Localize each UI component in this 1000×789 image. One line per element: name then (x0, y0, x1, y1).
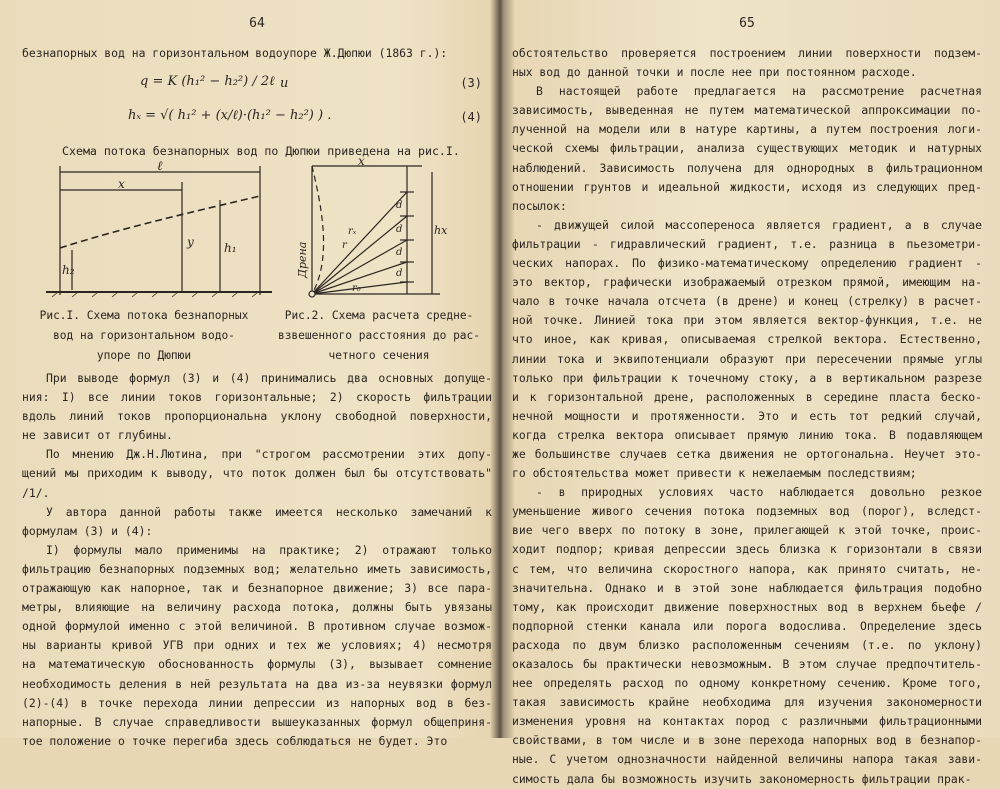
text-line: тому, как происходит движение поверхностных вод в верхнем бьефе / (512, 599, 982, 614)
text-line: нечной мощности и протяженности. Это и есть тот редкий случай, (512, 408, 982, 423)
text-line: - движущей силой массопереноса является градиент, а в случае (536, 217, 982, 232)
text-line: По мнению Дж.Н.Лютина, при "строгом рассмотрении этих допу- (46, 447, 492, 462)
label-l: ℓ (157, 159, 163, 174)
text-line: ческих напорах. По физико-математическому определению градиент - (512, 256, 982, 271)
text-line: тое положение о точке перегиба здесь соблюдаться не будет. Это (22, 733, 448, 748)
text-line: не зависит от глубины. (22, 428, 173, 443)
right-page (512, 0, 982, 786)
label-d-1: d (396, 200, 403, 211)
text-line: зависимость, выведенная не путем математической аппроксимации по- (512, 103, 982, 118)
text-line: подпорной стенки канала или порога водослива. Определение здесь (512, 618, 982, 633)
text-line: напорные. В случае справедливости вышеуказанных формул общеприня- (22, 714, 492, 729)
text-line: отражающую как напорное, так и безнапорное движение; 3) все пара- (22, 581, 492, 596)
text-line: расхода по двум близко расположенным сечениям (т.е. по уклону) (512, 637, 982, 652)
text-line: это вектор, графически изображаемый отрезком прямой, имеющим на- (512, 275, 982, 290)
text-line: только при фильтрации к точечному стоку, а в вертикальном разрезе (512, 370, 982, 385)
label-h2: h₂ (62, 263, 75, 277)
text-line: изменения уровня на контактах пород с различными фильтрационными (512, 714, 982, 729)
text-line: свойствами, в том числе и в зоне перехода напорных вод в безнапор- (512, 733, 982, 748)
text-line: на математическую обоснованность формулы (3), вызывает сомнение (22, 657, 492, 672)
figure-1-dupuit-scheme (32, 160, 282, 300)
label-r0: r₀ (352, 283, 361, 294)
text-line: вие чего вверх по потоку в зоне, прилегающей к этой точке, проис- (512, 523, 982, 538)
text-line: посылок: (512, 198, 567, 213)
text-line: ной точке. Линией тока при этом является вектор-функция, т.е. не (512, 313, 982, 328)
text-line: (2)-(4) в точке перехода линии депрессии из напорных вод в без- (22, 695, 492, 710)
formula-head: hₓ = √( h₁² + (x/ℓ)·(h₁² − h₂²) ) . (128, 108, 332, 123)
text-line: При выводе формул (3) и (4) принимались два основных допуще- (46, 371, 492, 385)
caption-figure-2: Рис.2. Схема расчета средне- взвешенного расстояния до рас- четного сечения (277, 309, 481, 362)
caption-figure-1: Рис.I. Схема потока безнапорных вод на горизонтальном водо- упоре по Дюпюи (39, 309, 249, 362)
left-page (22, 0, 492, 748)
label-d-3: d (396, 247, 403, 258)
text-line: метры, влияющие на величину расхода потока, должны быть увязаны (22, 600, 492, 615)
formula-conjunction: и (280, 76, 289, 91)
text-line: фильтрации - гидравлический градиент, т.е. разница в пьезометри- (512, 236, 982, 251)
text-line: такая зависимость крайне необходима для изучения закономерности (512, 695, 982, 710)
text-line: ных вод до данной точки и после нее при постоянном расходе. (512, 65, 917, 80)
label-d-4: d (396, 268, 403, 279)
text-line: с тем, что величина скоростного напора, как принято считать, не- (512, 561, 982, 576)
equation-number-4: (4) (460, 110, 482, 124)
right-page-body (512, 44, 982, 789)
text-line: формулам (3) и (4): (22, 523, 153, 538)
figure-title: Схема потока безнапорных вод по Дюпюи приведена на рис.I. (62, 144, 460, 158)
text-line: обстоятельство проверяется построением линии поверхности подзем- (512, 46, 982, 60)
text-line: /1/. (22, 485, 50, 500)
text-line: ны варианты кривой УГВ при одних и тех же условиях; 4) несмотря (22, 638, 492, 653)
text-line: симость дала бы возможность изучить закономерность фильтрации прак- (512, 771, 972, 786)
formula-discharge: q = K (h₁² − h₂²) / 2ℓ (140, 74, 275, 89)
label-r1: r (342, 240, 347, 251)
text-line: нее определять расход по одному конкретному сечению. Кроме того, (512, 676, 982, 691)
page-number-left: 64 (249, 16, 265, 31)
intro-line: безнапорных вод на горизонтальном водоупоре Ж.Дюпюи (1863 г.): (22, 46, 448, 60)
left-page-body (22, 369, 492, 751)
label-x2: x (358, 154, 365, 168)
text-line: одной формулой именно с этой величиной. В противном случае возмож- (22, 619, 492, 634)
text-line: - в природных условиях часто наблюдается довольно резкое (536, 485, 982, 500)
label-y: y (187, 235, 194, 249)
label-d-2: d (396, 224, 403, 235)
text-line: фильтрацию безнапорных подземных вод; желательно иметь зависимость, (22, 561, 492, 576)
text-line: лученной на модели или в натуре картины, а путем построения логи- (512, 122, 982, 137)
label-hx: hx (434, 224, 448, 237)
text-line: оказалось бы практически невозможным. В этом случае предпочтитель- (512, 657, 982, 671)
text-line: необходимость деления в ней результата на два из-за неувязки формул (22, 676, 492, 691)
text-line: ния: I) все линии токов горизонтальные; 2) скорость фильтрации (22, 390, 492, 405)
label-rx: rₓ (348, 226, 357, 237)
text-line: значительна. Однако и в этой зоне наблюдается фильтрация подобно (512, 580, 982, 595)
text-line: отношении грунтов и идеальной жидкости, исходя из следующих пред- (512, 179, 982, 194)
text-line: ходит подпор; кривая депрессии здесь близка к горизонтали в связи (512, 542, 982, 557)
text-line: линии тока и эквипотенциали образуют при пересечении прямые углы (512, 351, 982, 366)
text-line: и к горизонтальной дрене, расположенных в середине пласта беско- (512, 389, 982, 404)
page-number-right: 65 (739, 16, 755, 31)
text-line: когда стрелка вектора описывает прямую линию тока. В подавляющем (512, 427, 982, 442)
text-line: щений мы приходим к выводу, что поток должен был бы отсутствовать" (22, 466, 492, 481)
text-line: В настоящей работе предлагается на рассмотрение расчетная (536, 84, 982, 99)
text-line: вдоль линий токов пропорциональна уклону свободной поверхности, (22, 409, 492, 424)
text-line: ческой схемы фильтрации, анализа существующих методик и натурных (512, 141, 982, 156)
text-line: же большинстве случаев сетка движения не ортогональна. Неучет это- (512, 446, 982, 461)
label-x: x (118, 177, 125, 191)
text-line: уменьшение живого сечения потока подземных вод (порог), вследст- (512, 504, 982, 519)
equation-number-3: (3) (460, 76, 482, 90)
text-line: что иное, как кривая, описываемая стрелкой вектора. Естественно, (512, 332, 982, 347)
label-h1: h₁ (224, 241, 237, 255)
text-line: ные. С учетом однозначности найденной величины напора такая зави- (512, 752, 982, 767)
text-line: I) формулы мало применимы на практике; 2) отражают только (46, 542, 492, 557)
text-line: наблюдений. Зависимость получена для однородных в фильтрационном (512, 160, 982, 175)
label-drain: Дрена (296, 241, 309, 278)
figure-2-drain-scheme (292, 154, 462, 300)
text-line: чало в точке начала отсчета (в дрене) и конец (стрелку) в расчет- (512, 294, 982, 309)
text-line: го обстоятельства может привести к нежелаемым последствиям; (512, 466, 917, 481)
text-line: У автора данной работы также имеется несколько замечаний к (46, 504, 492, 519)
